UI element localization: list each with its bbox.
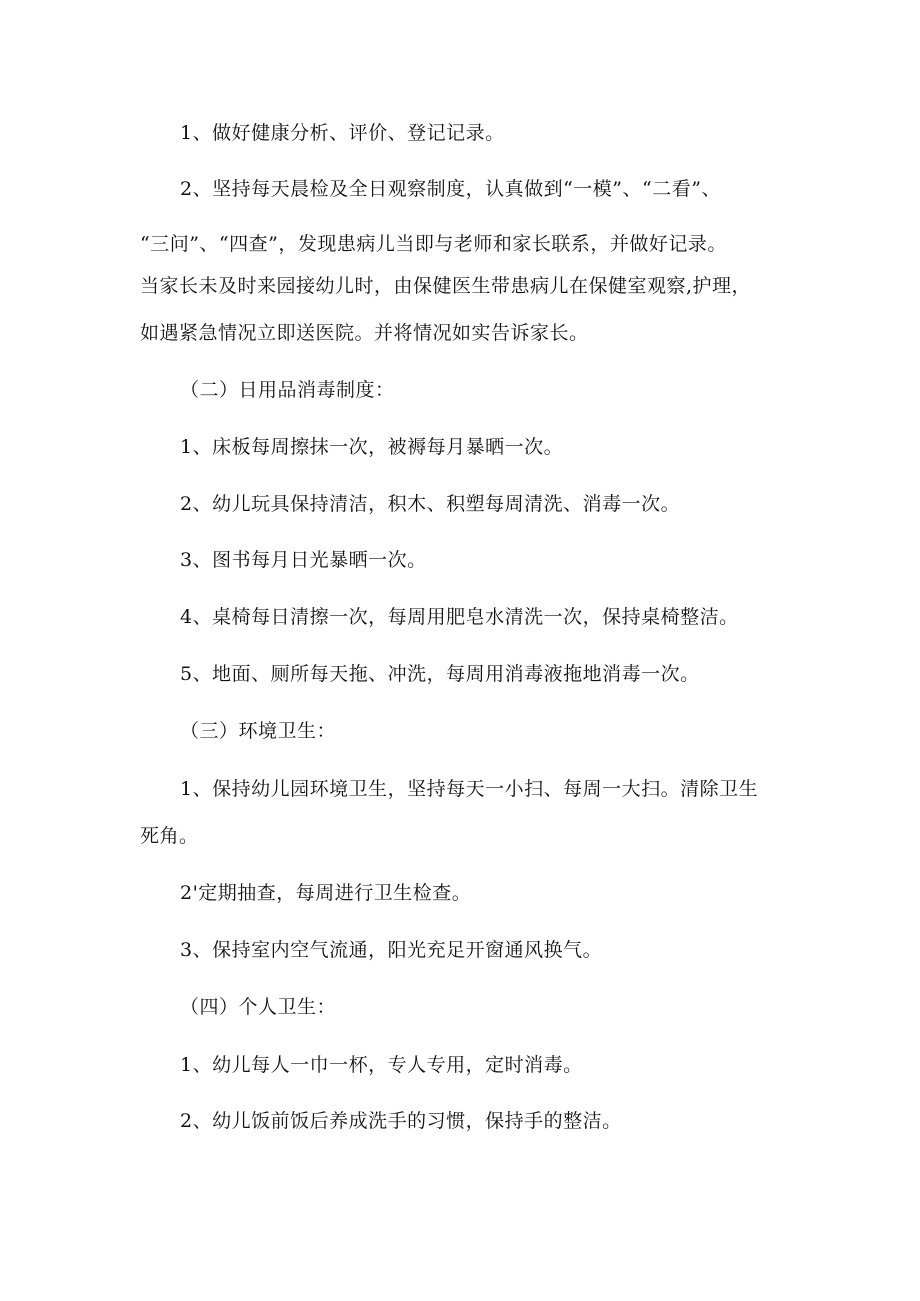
bed-board-line: 1、床板每周擦抹一次，被褥每月暴晒一次。 (180, 436, 564, 458)
health-analysis-line: 1、做好健康分析、评价、登记记录。 (180, 122, 505, 144)
ventilation-line: 3、保持室内空气流通，阳光充足开窗通风换气。 (180, 939, 603, 961)
section-heading-daily-items: （二）日用品消毒制度： (180, 379, 395, 401)
section-heading-environment: （三）环境卫生： (180, 720, 337, 742)
tables-chairs-line: 4、桌椅每日清擦一次，每周用肥皂水清洗一次，保持桌椅整洁。 (180, 606, 739, 628)
morning-check-continued-line: “三问”、“四查”，发现患病儿当即与老师和家长联系，并做好记录。 (140, 233, 727, 255)
emergency-line: 如遇紧急情况立即送医院。并将情况如实告诉家长。 (140, 322, 589, 344)
parent-pickup-line: 当家长未及时来园接幼儿时，由保健医生带患病儿在保健室观察,护理， (140, 275, 752, 297)
regular-inspection-line: 2'定期抽查，每周进行卫生检查。 (180, 882, 472, 904)
section-heading-personal-hygiene: （四）个人卫生： (180, 996, 337, 1018)
floor-toilet-line: 5、地面、厕所每天拖、冲洗，每周用消毒液拖地消毒一次。 (180, 663, 700, 685)
toys-line: 2、幼儿玩具保持清洁，积木、积塑每周清洗、消毒一次。 (180, 493, 681, 515)
handwashing-line: 2、幼儿饭前饭后养成洗手的习惯，保持手的整洁。 (180, 1110, 622, 1132)
books-line: 3、图书每月日光暴晒一次。 (180, 549, 427, 571)
environment-hygiene-continued-line: 死角。 (140, 825, 199, 847)
towel-cup-line: 1、幼儿每人一巾一杯，专人专用，定时消毒。 (180, 1054, 583, 1076)
morning-check-line: 2、坚持每天晨检及全日观察制度，认真做到“一模”、“二看”、 (180, 178, 721, 200)
environment-hygiene-line: 1、保持幼儿园环境卫生，坚持每天一小扫、每周一大扫。清除卫生 (180, 778, 759, 800)
